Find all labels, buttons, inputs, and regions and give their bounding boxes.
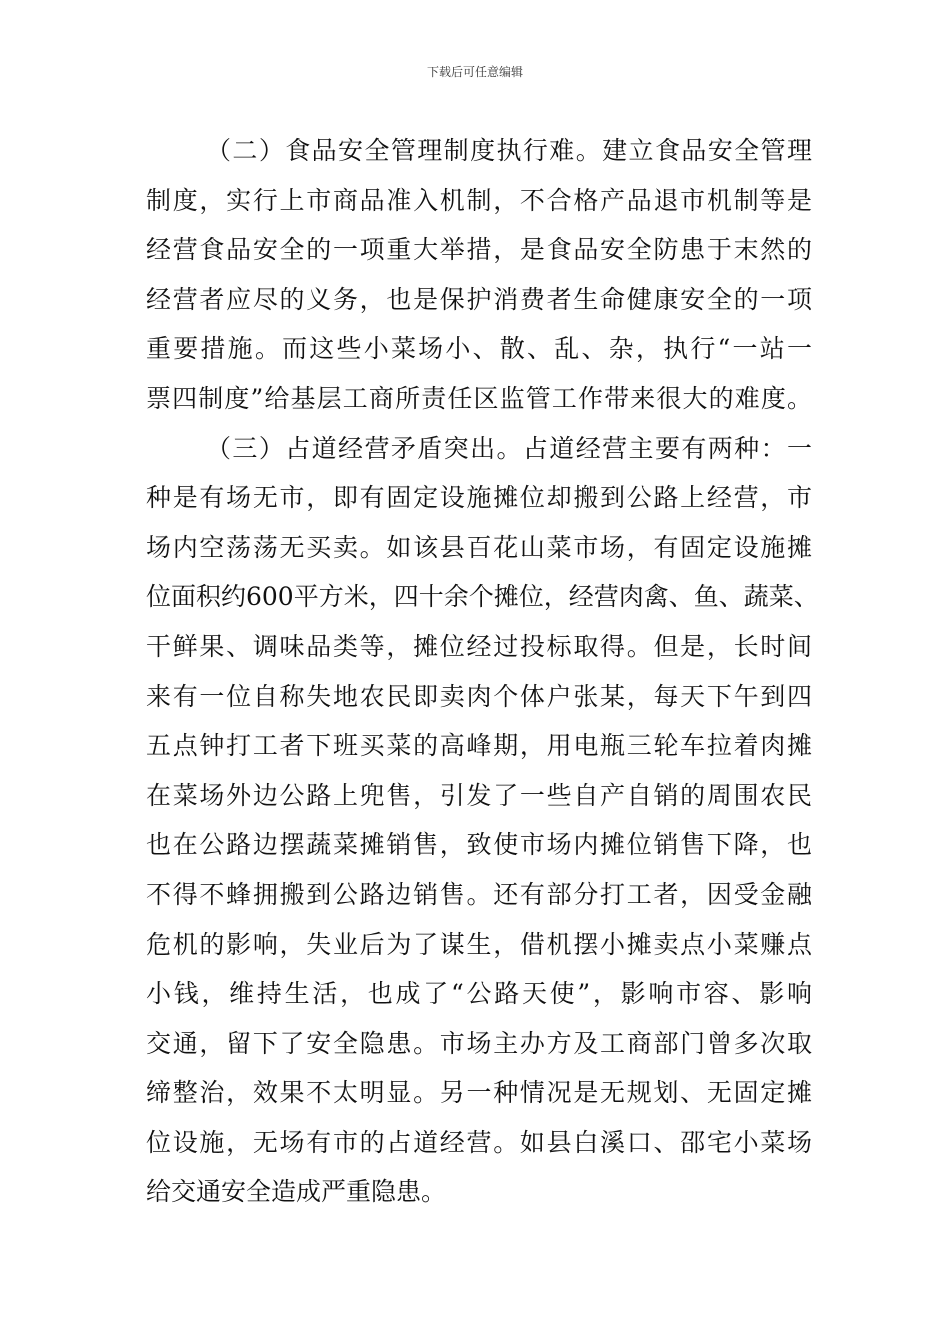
paragraph-3-line-12: 小钱，维持生活，也成了“公路天使”，影响市容、影响 xyxy=(146,979,812,1009)
paragraph-3-line-16: 给交通安全造成严重隐患。 xyxy=(146,1177,447,1207)
paragraph-3-line-5: 干鲜果、调味品类等，摊位经过投标取得。但是，长时间 xyxy=(146,631,812,661)
paragraph-2-line-5: 重要措施。而这些小菜场小、散、乱、杂，执行“一站一 xyxy=(146,334,812,364)
paragraph-3-line-6: 来有一位自称失地农民即卖肉个体户张某，每天下午到四 xyxy=(146,681,812,711)
paragraph-3-line-8: 在菜场外边公路上兜售，引发了一些自产自销的周围农民 xyxy=(146,780,812,810)
paragraph-2-line-2: 制度，实行上市商品准入机制，不合格产品退市机制等是 xyxy=(146,185,812,215)
paragraph-3-line-10: 不得不蜂拥搬到公路边销售。还有部分打工者，因受金融 xyxy=(146,879,812,909)
paragraph-3-line-14: 缔整治，效果不太明显。另一种情况是无规划、无固定摊 xyxy=(146,1078,812,1108)
paragraph-3-line-15: 位设施，无场有市的占道经营。如县白溪口、邵宅小菜场 xyxy=(146,1127,812,1157)
paragraph-3-line-3: 场内空荡荡无买卖。如该县百花山菜市场，有固定设施摊 xyxy=(146,532,812,562)
paragraph-3-line-13: 交通，留下了安全隐患。市场主办方及工商部门曾多次取 xyxy=(146,1028,812,1058)
page-header-note: 下载后可任意编辑 xyxy=(426,65,523,79)
paragraph-2-line-1: （二）食品安全管理制度执行难。建立食品安全管理 xyxy=(206,136,812,165)
paragraph-3-line-9: 也在公路边摆蔬菜摊销售，致使市场内摊位销售下降，也 xyxy=(146,830,812,860)
paragraph-3-line-11: 危机的影响，失业后为了谋生，借机摆小摊卖点小菜赚点 xyxy=(146,929,812,959)
paragraph-3-line-1: （三）占道经营矛盾突出。占道经营主要有两种：一 xyxy=(206,433,812,463)
paragraph-2-line-6: 票四制度”给基层工商所责任区监管工作带来很大的难度。 xyxy=(146,383,812,413)
body-text xyxy=(146,126,819,1217)
paragraph-2-line-3: 经营食品安全的一项重大举措，是食品安全防患于末然的 xyxy=(146,235,812,265)
paragraph-3-line-7: 五点钟打工者下班买菜的高峰期，用电瓶三轮车拉着肉摊 xyxy=(146,731,812,761)
paragraph-2-line-4: 经营者应尽的义务，也是保护消费者生命健康安全的一项 xyxy=(146,284,812,314)
paragraph-3-line-2: 种是有场无市，即有固定设施摊位却搬到公路上经营，市 xyxy=(146,483,812,513)
paragraph-3-line-4: 位面积约600平方米，四十余个摊位，经营肉禽、鱼、蔬菜、 xyxy=(146,582,819,612)
